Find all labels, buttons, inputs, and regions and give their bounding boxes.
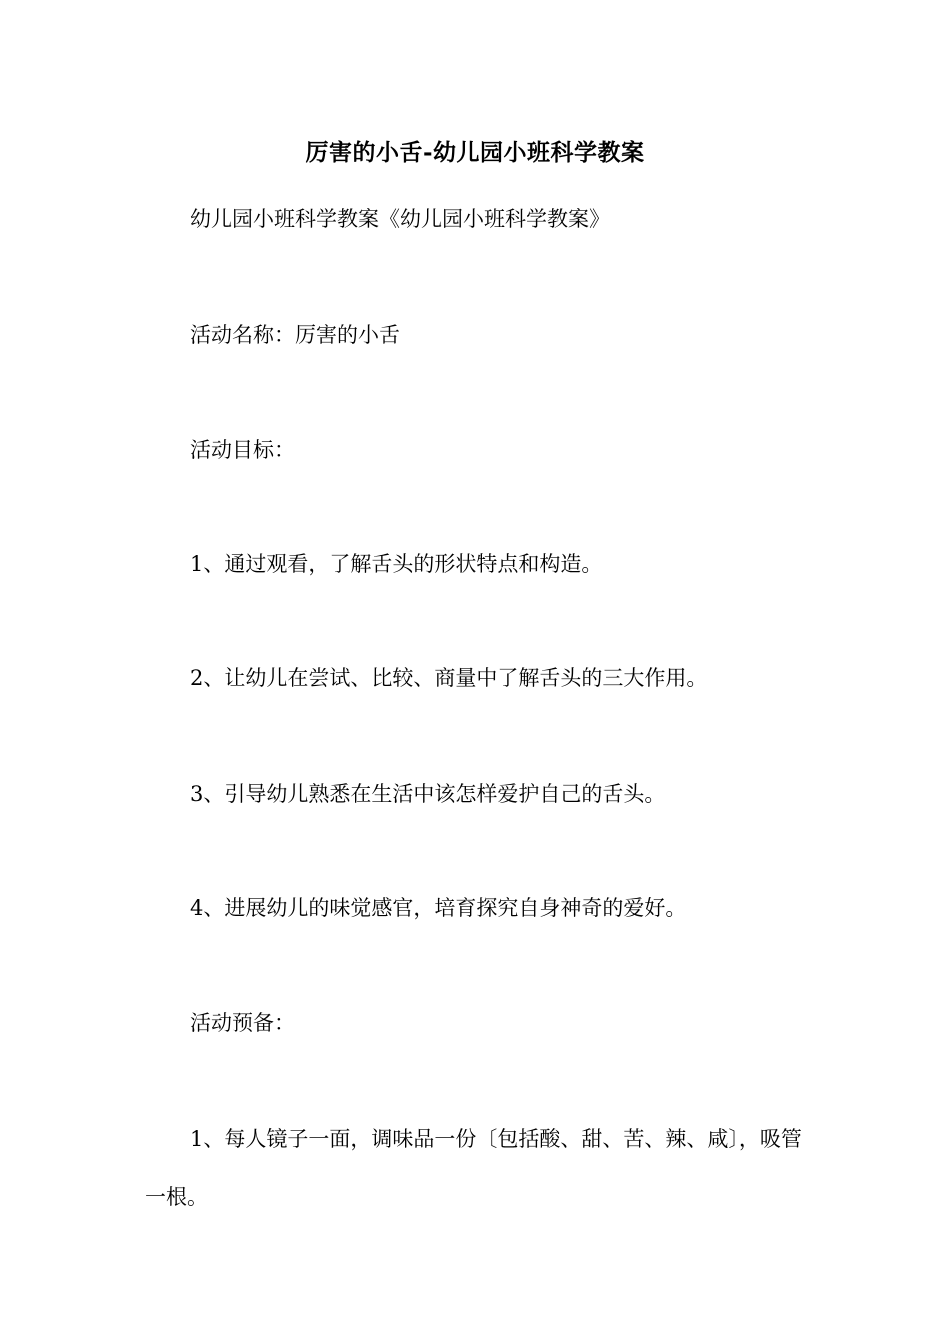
paragraph-goal-2: 2、让幼儿在尝试、比较、商量中了解舌头的三大作用。 <box>190 666 708 690</box>
paragraph-activity-name: 活动名称：厉害的小舌 <box>190 323 400 347</box>
paragraph-goal-4: 4、进展幼儿的味觉感官，培育探究自身神奇的爱好。 <box>190 896 687 920</box>
paragraph-goals-heading: 活动目标： <box>190 438 295 462</box>
paragraph-goal-3: 3、引导幼儿熟悉在生活中该怎样爱护自己的舌头。 <box>190 782 666 806</box>
paragraph-subtitle: 幼儿园小班科学教案《幼儿园小班科学教案》 <box>190 207 610 231</box>
paragraph-goal-1: 1、通过观看，了解舌头的形状特点和构造。 <box>190 552 603 576</box>
paragraph-prep-1: 1、每人镜子一面，调味品一份〔包括酸、甜、苦、辣、咸〕，吸管一根。 <box>145 1127 802 1209</box>
document-title: 厉害的小舌-幼儿园小班科学教案 <box>305 139 645 166</box>
paragraph-prep-heading: 活动预备： <box>190 1011 295 1035</box>
